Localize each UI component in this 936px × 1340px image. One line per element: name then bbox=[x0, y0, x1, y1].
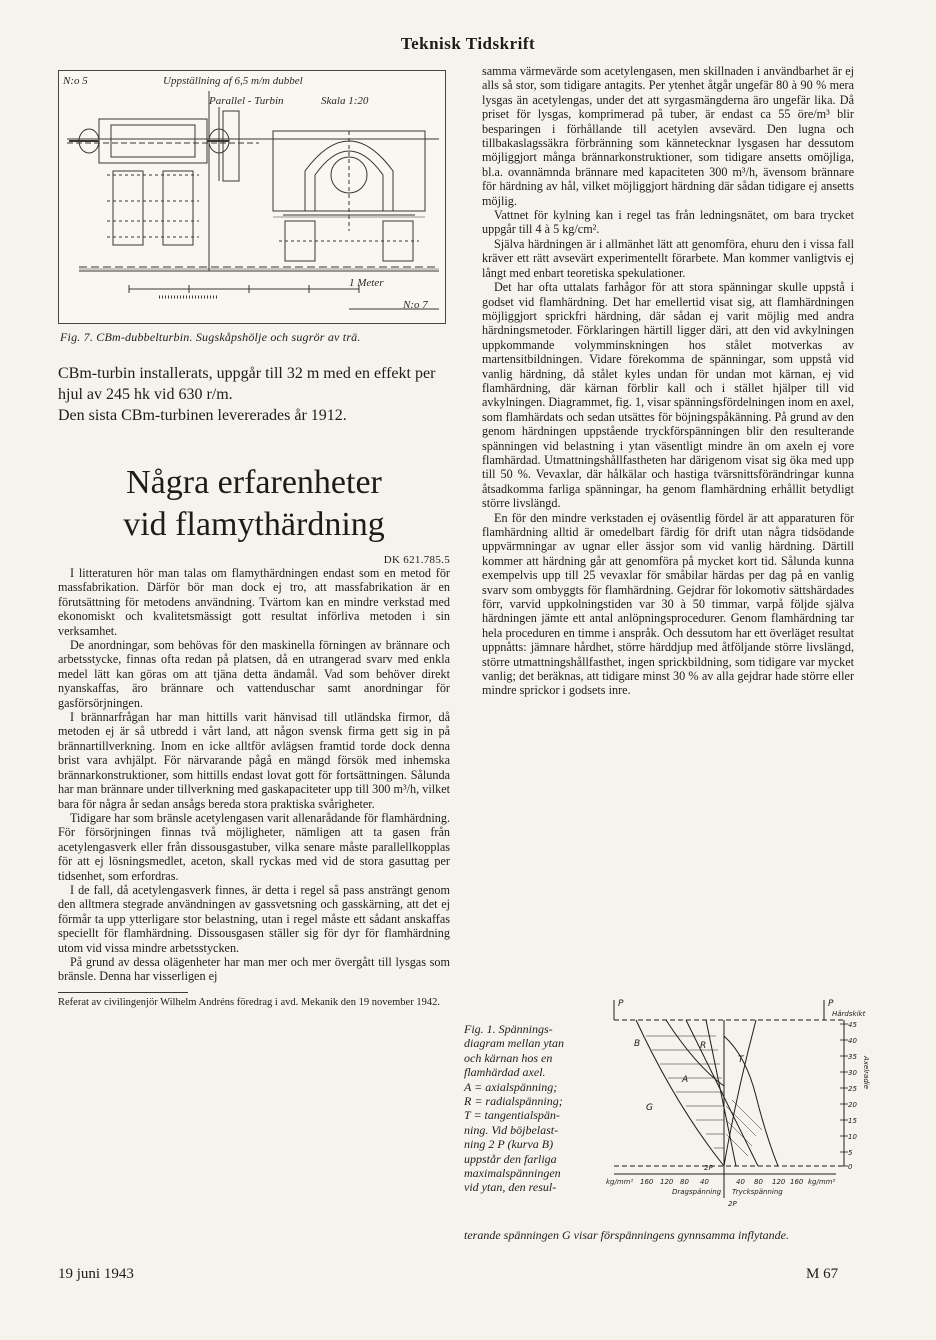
paragraph: I litteraturen hör man talas om flamythärdningen endast som en metod för massfabrikation. Därför bör man dock ej tro, att massfabrikation är en förutsättning för metodens användning. Tvärtom kan en mindre verkstad med ekonomiskt och kvalitetsmässigt gott resultat införliva metoden i sin verksamhet. bbox=[58, 566, 450, 638]
fig1-radius-tick: 15 bbox=[848, 1117, 857, 1125]
article-title-line2: vid flamythärdning bbox=[123, 506, 385, 543]
fig1-caption-line: uppstår den farliga bbox=[464, 1151, 557, 1166]
fig1-caption-line: maximalspänningen bbox=[464, 1166, 561, 1181]
fig1-caption-line: vid ytan, den resul- bbox=[464, 1180, 557, 1195]
paragraph: Själva härdningen är i allmänhet lätt att genomföra, ehuru den i vissa fall kräver ett rätt avsevärt experimentellt förarbete. Man kommer vanligtvis ej långt med enbart teoretiska spekulationer. bbox=[482, 236, 854, 280]
fig1-axis-tick-right: 120 bbox=[772, 1178, 786, 1186]
fig1-label-r: R bbox=[700, 1041, 707, 1051]
fig1-label-g: G bbox=[646, 1103, 653, 1113]
fig1-caption-line: Fig. 1. Spännings- bbox=[464, 1022, 553, 1036]
fig1-unit-right: kg/mm² bbox=[808, 1178, 836, 1186]
fig1-label-axelradie: Axelradie bbox=[862, 1056, 870, 1090]
paragraph: samma värmevärde som acetylengasen, men skillnaden i användbarhet är ej alls så stor, som tidigare antagits. Per ytenhet åtgår ungefär 80 à 90 % mera lysgas än acetylengas, under det att syrgasmängderna äro ungefär lika. Då priset för lysgas, komprimerad på tuber, är endast ca 55 öre/m³ blir besparingen i förhållande till acetylen avsevärd. Den lugna och tillbakaslagssäkra förbränning som kännetecknar lysgasen har dessutom möjliggjort många brännarkonstruktioner, som tidigare ansetts omöjliga, bl.a. ovannämnda brännare med kapaciteten 300 m³/h, ävensom brännare för härdning av hål, vilket möjliggjort härdning där sådan tidigare ej ansetts möjlig. bbox=[482, 64, 854, 208]
fig1-diagram-svg bbox=[606, 996, 874, 1228]
fig1-radius-tick: 35 bbox=[848, 1053, 857, 1061]
fig1-label-hardskikt: Härdskikt bbox=[832, 1010, 866, 1018]
turbine-drawing-svg bbox=[59, 71, 445, 323]
fig1-radius-tick: 10 bbox=[848, 1133, 857, 1141]
fig1-label-tryckspanning: Tryckspänning bbox=[732, 1188, 783, 1196]
paragraph: På grund av dessa olägenheter har man mer och mer övergått till lysgas som bränsle. Denna har visserligen ej bbox=[58, 954, 450, 984]
masthead: Teknisk Tidskrift bbox=[400, 34, 536, 53]
fig1-caption-line: och kärnan hos en bbox=[464, 1050, 553, 1065]
left-column bbox=[58, 70, 450, 1009]
fig1-axis-tick-left: 40 bbox=[700, 1178, 709, 1186]
fig1-caption-line: diagram mellan ytan bbox=[464, 1036, 564, 1051]
article-title bbox=[58, 462, 450, 546]
right-column bbox=[482, 64, 854, 698]
fig1-radius-tick: 30 bbox=[848, 1069, 857, 1077]
fig1-label-a: A bbox=[682, 1075, 689, 1085]
paragraph: Det har ofta uttalats farhågor för att stora spänningar skulle uppstå i godset vid flamhärdning. Det har emellertid visat sig, att flamhärdningen möjliggjort sprickfri härdning, där sådan ej varit möjlig med andra härdningsmetoder. Förklaringen härtill ligger däri, att den vid avkylningen uppkommande volymminskningen hos stålet motverkas av martensitbildningen. Vidare förekomma de spänningar, som uppstå vid vanlig härdning, då stålet kyles undan för undan mot kärnan, ej vid flamhärdning, där kärnan förblir kall och i stället hjälper till vid avkylningen. Diagrammet, fig. 1, visar spänningsfördelningen inom en axel, som flamhärdats och sedan utsättes för böjningspåkänning. På grund av den genom härdningen uppstående tryckförspänningen blir den resulterande spänningen vid belastning i ytan väsentligt mindre än om axeln ej vore flamhärdad. Utmattningshållfastheten har därigenom visat sig öka med upp till 50 %. Vevaxlar, där hålkälar och hastiga tvärsnittsförändringar kunna åtsadkomma farliga spänningar, ha genom flamhärdning erhållit betydligt större livslängd. bbox=[482, 280, 854, 511]
fig1-stress-diagram bbox=[464, 996, 874, 1256]
left-body-text bbox=[58, 566, 450, 984]
footnote: Referat av civilingenjör Wilhelm Andréns föredrag i avd. Mekanik den 19 november 1942. bbox=[58, 996, 440, 1008]
fig1-label-p-left: P bbox=[618, 999, 624, 1009]
fig1-radius-tick: 25 bbox=[848, 1085, 857, 1093]
drawing-title-line2: Parallel - Turbin bbox=[209, 95, 284, 107]
fig1-caption-tail: terande spänningen G visar förspänningens gynnsamma inflytande. bbox=[464, 1228, 789, 1242]
paragraph: En för den mindre verkstaden ej oväsentlig fördel är att apparaturen för flamhärdning alltid är omedelbart färdig för drift utan några tidsödande uppvärmningar av ugnar eller ässjor som vid vanlig härdning. Därtill kommer att härdning går att genomföra på mycket kort tid. Sålunda kunna exempelvis upp till 25 vevaxlar för småbilar härdas per dag på en vanlig svarv som ombyggts för flamhärdning. Gejdrar för lokomotiv sättshärdades förr, varvid uppkolningstiden var 30 à 50 timmar, varpå följde själva härdningen jämte ett antal anlöpningsprocedurer. Genom flamhärdning tar hela proceduren en timme i anspråk. Och dessutom har ett överläget resultat uppnåtts: jämnare hårdhet, större härddjup med åtföljande större livslängd, större utmattningshållfasthet, ingen sprickbildning, som tidigare var mycket vanlig; det beräknas, att tidigare minst 30 % av alla gejdrar hade större eller mindre sprickor i godsets inre. bbox=[482, 510, 854, 698]
paragraph: I brännarfrågan har man hittills varit hänvisad till utländska firmor, då metoden ej är så utbredd i vårt land, att någon svensk firma gett sig in på brännartillverkning. Inom en icke alltför avlägsen framtid torde dock denna brist vara avhjälpt. För närvarande pågå en mängd försök med inhemska brännarkonstruktioner, som hittills endast lovat gott för fortsättningen. Sålunda har man brännare under tillverkning med gaskapaciteter upp till 300 m³/h, vilket bara för några år sedan ansågs bereda stora praktiska svårigheter. bbox=[58, 710, 450, 811]
fig1-axis-tick-left: 80 bbox=[680, 1178, 689, 1186]
fig1-label-t: T bbox=[738, 1055, 744, 1065]
fig1-axis-tick-right: 160 bbox=[790, 1178, 804, 1186]
paragraph: Vattnet för kylning kan i regel tas från ledningsnätet, om bara trycket uppgår till 4 à 5 kg/cm². bbox=[482, 208, 854, 237]
fig1-radius-tick: 0 bbox=[848, 1163, 853, 1171]
fig1-axis-tick-left: 120 bbox=[660, 1178, 674, 1186]
drawing-title-line1: Uppställning af 6,5 m/m dubbel bbox=[163, 75, 303, 87]
footer-date: 19 juni 1943 bbox=[58, 1266, 134, 1282]
fig1-caption-line: ning. Vid böjbelast- bbox=[464, 1122, 559, 1137]
article-title-line1: Några erfarenheter bbox=[126, 464, 382, 501]
fig1-axis-tick-right: 40 bbox=[736, 1178, 745, 1186]
intro-paragraph: CBm-turbin installerats, uppgår till 32 m med en effekt per hjul av 245 hk vid 630 r/m. bbox=[58, 365, 436, 403]
paragraph: De anordningar, som behövas för den maskinella förningen av brännare och arbetsstycke, finnas ofta redan på platsen, då en utrangerad svarv med enkla medel lätt kan göras om att tjäna detta ändamål. Vad som behöver direkt nyanskaffas, äro brännare och vattenduschar samt anordningar för gasförsörjningen. bbox=[58, 638, 450, 710]
intro-paragraph: Den sista CBm-turbinen levererades år 1912. bbox=[58, 407, 347, 424]
fig1-radius-tick: 40 bbox=[848, 1037, 857, 1045]
fig1-label-2p-top: 2P bbox=[704, 1164, 713, 1172]
fig1-unit-left: kg/mm² bbox=[606, 1178, 634, 1186]
fig1-caption-line: R = radialspänning; bbox=[464, 1094, 563, 1109]
fig1-axis-tick-left: 160 bbox=[640, 1178, 654, 1186]
fig1-axis-tick-right: 80 bbox=[754, 1178, 763, 1186]
fig1-caption-line: T = tangentialspän- bbox=[464, 1108, 560, 1123]
paragraph: I de fall, då acetylengasverk finnes, är detta i regel så pass ansträngt genom den alltmera stegrade användningen av gassvetsning och gasskärning, att det ej förmår ta upp ytterligare stor belastning, utan i regel måste ett sådant anskaffas speciellt för flamhärdning. Dissousgasen ställer sig för dyr för flamhärdning utom vid vissa mindre arbetsstycken. bbox=[58, 882, 450, 955]
fig1-label-dragspanning: Dragspänning bbox=[672, 1188, 722, 1196]
drawing-scale-label: 1 Meter bbox=[349, 277, 384, 289]
fig7-caption: Fig. 7. CBm-dubbelturbin. Sugskåpshölje och sugrör av trä. bbox=[60, 330, 361, 344]
fig1-radius-tick: 45 bbox=[848, 1021, 857, 1029]
dk-classification: DK 621.785.5 bbox=[383, 554, 450, 566]
fig1-radius-tick: 20 bbox=[848, 1101, 857, 1109]
right-body-text bbox=[482, 64, 854, 698]
drawing-label-top-left: N:o 5 bbox=[63, 75, 88, 87]
fig1-label-p-right: P bbox=[828, 999, 834, 1009]
fig1-caption bbox=[464, 1022, 614, 1195]
footer-page-number: M 67 bbox=[806, 1266, 839, 1282]
paragraph: Tidigare har som bränsle acetylengasen varit allenarådande för flamhärdning. För försörjningen finnas två möjligheter, nämligen att ta gasen från acetylengasverk eller från dissousgastuber, vilka senare måste parallellkopplas för att ej lösningsmedlet, aceton, skall ryckas med vid de stora gasuttag per tidsenhet, som erfordras. bbox=[58, 810, 450, 883]
fig1-label-2p-bottom: 2P bbox=[728, 1200, 737, 1208]
turbine-drawing bbox=[58, 70, 446, 324]
fig1-caption-line: A = axialspänning; bbox=[464, 1079, 558, 1094]
fig1-caption-line: ning 2 P (kurva B) bbox=[464, 1137, 554, 1152]
drawing-title-line3: Skala 1:20 bbox=[321, 95, 369, 107]
footnote-rule bbox=[58, 992, 188, 993]
intro-text bbox=[58, 363, 450, 426]
fig1-caption-line: flamhärdad axel. bbox=[464, 1065, 546, 1080]
fig1-radius-tick: 5 bbox=[848, 1149, 853, 1157]
drawing-label-bottom-right: N:o 7 bbox=[403, 299, 428, 311]
fig1-label-b: B bbox=[634, 1039, 641, 1049]
